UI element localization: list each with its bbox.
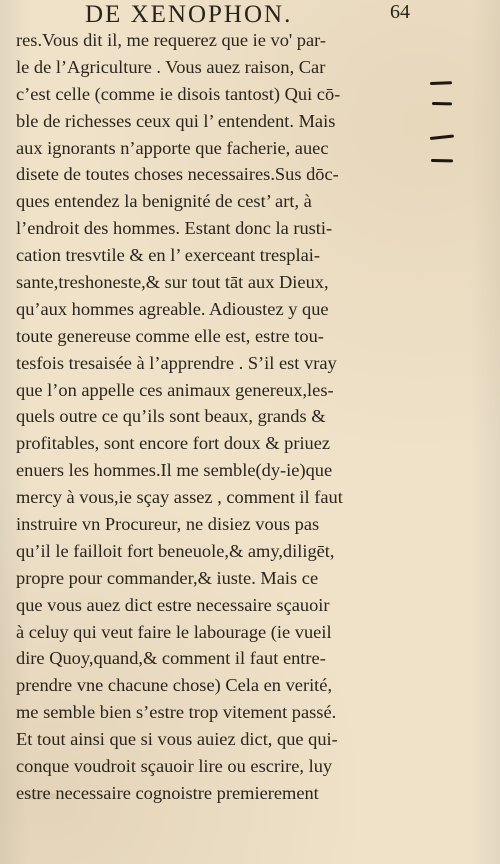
text-line: à celuy qui veut faire le labourage (ie vueil [16, 621, 332, 642]
text-line: prendre vne chacune chose) Cela en verité, [16, 675, 333, 696]
text-line: me semble bien s’estre trop vitement passé. [16, 702, 337, 723]
text-line: tesfois tresaisée à l’apprendre . S’il est vray [16, 352, 337, 373]
text-line: l’endroit des hommes. Estant donc la rusti- [16, 218, 333, 239]
text-line: que l’on appelle ces animaux genereux,les- [16, 379, 334, 400]
text-line: qu’il le failloit fort beneuole,& amy,diligēt, [16, 540, 335, 561]
text-line: mercy à vous,ie sçay assez , comment il faut [16, 487, 343, 508]
text-line: propre pour commander,& iuste. Mais ce [16, 567, 319, 588]
marginal-mark [431, 159, 453, 162]
text-line: instruire vn Procureur, ne disiez vous pas [16, 514, 320, 535]
text-line: sante,treshoneste,& sur tout tāt aux Dieux, [16, 272, 329, 293]
marginal-marks [430, 82, 460, 172]
text-line: enuers les hommes.Il me semble(dy-ie)que [16, 460, 333, 481]
text-line: ble de richesses ceux qui l’ entendent. Mais [16, 110, 336, 131]
text-line: le de l’Agriculture . Vous auez raison, Car [16, 56, 326, 77]
text-line: c’est celle (comme ie disois tantost) Qui cō- [16, 83, 341, 104]
text-line: qu’aux hommes agreable. Adioustez y que [16, 298, 329, 319]
text-line: dire Quoy,quand,& comment il faut entre- [16, 648, 326, 669]
marginal-mark [430, 81, 452, 85]
page-number: 64 [390, 1, 410, 23]
text-line: estre necessaire cognoistre premierement [16, 782, 319, 803]
body-text [16, 27, 421, 807]
marginal-mark [430, 134, 454, 139]
text-line: conque voudroit sçauoir lire ou escrire, luy [16, 756, 333, 777]
text-line: profitables, sont encore fort doux & priuez [16, 433, 331, 454]
text-line: disete de toutes choses necessaires.Sus dōc- [16, 164, 339, 185]
running-head: DE XENOPHON. [85, 1, 293, 28]
text-line: cation tresvtile & en l’ exerceant tresplai- [16, 245, 320, 266]
paper-smudge [24, 792, 58, 800]
text-line: ques entendez la benignité de cest’ art, à [16, 191, 312, 212]
text-line: aux ignorants n’apporte que facherie, auec [16, 137, 329, 158]
marginal-mark [432, 102, 452, 105]
text-line: que vous auez dict estre necessaire sçauoir [16, 594, 330, 615]
text-line: Et tout ainsi que si vous auiez dict, que qui- [16, 729, 338, 750]
text-line: quels outre ce qu’ils sont beaux, grands & [16, 406, 326, 427]
text-line: toute genereuse comme elle est, estre tou- [16, 325, 324, 346]
text-line: res.Vous dit il, me requerez que ie vo' par- [16, 30, 327, 50]
